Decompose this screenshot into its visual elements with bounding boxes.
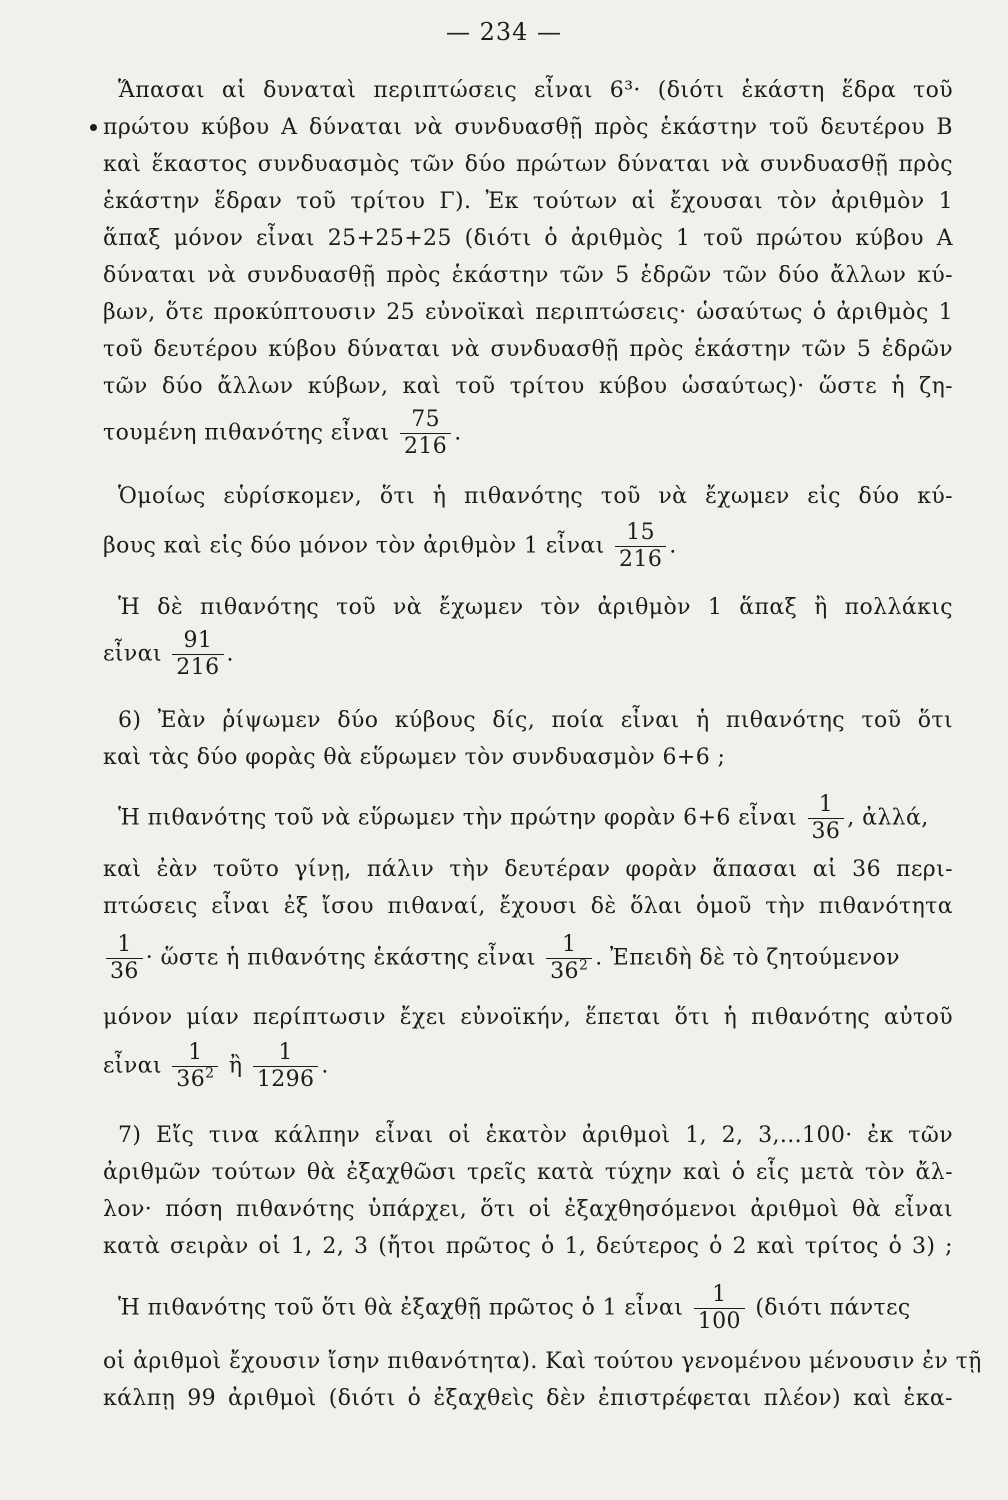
denominator (546, 958, 592, 985)
fraction-line (118, 792, 953, 845)
text-line: πρώτου κύβου Α δύναται νὰ συνδυασθῇ πρὸς ἑκάστην τοῦ δευτέρου Β (103, 115, 953, 140)
text-line: καὶ τὰς δύο φορὰς θὰ εὕρωμεν τὸν συνδυασμὸν 6+6 ; (103, 745, 726, 770)
numerator: 1 (117, 932, 132, 957)
denominator: 36 (106, 958, 143, 985)
fraction-line (103, 1040, 953, 1093)
fraction (546, 932, 592, 985)
text-line: οἱ ἀριθμοὶ ἔχουσιν ἴσην πιθανότητα). Καὶ τούτου γενομένου μένουσιν ἐν τῇ (103, 1349, 982, 1374)
line-text: βους καὶ εἰς δύο μόνον τὸν ἀριθμὸν 1 εἶναι (103, 533, 605, 559)
denominator-base: 36 (550, 959, 579, 984)
line-text: Ἡ πιθανότης τοῦ ὅτι θὰ ἐξαχθῇ πρῶτος ὁ 1 εἶναι (118, 1295, 684, 1321)
text-line: 6) Ἐὰν ῥίψωμεν δύο κύβους δίς, ποία εἶναι ἡ πιθανότης τοῦ ὅτι (118, 708, 953, 733)
denominator: 36 (808, 818, 845, 845)
line-text: . Ἐπειδὴ δὲ τὸ ζητούμενον (595, 945, 900, 971)
fraction (808, 792, 845, 845)
fraction (253, 1040, 319, 1093)
page-number: — 234 — (445, 18, 563, 46)
text-line: ἅπαξ μόνον εἶναι 25+25+25 (διότι ὁ ἀριθμὸς 1 τοῦ πρώτου κύβου Α (103, 226, 953, 251)
denominator: 1296 (253, 1066, 319, 1093)
numerator: 1 (818, 792, 834, 817)
line-text: τουμένη πιθανότης εἶναι (103, 420, 390, 446)
punctuation: . (226, 641, 234, 667)
fraction (172, 628, 223, 681)
fraction (400, 407, 451, 460)
denominator-base: 36 (176, 1067, 206, 1092)
line-text: εἶναι (103, 1053, 162, 1079)
line-text: ἢ (228, 1053, 243, 1079)
fraction-line (103, 628, 953, 681)
numerator: 1 (561, 932, 577, 957)
punctuation: . (321, 1053, 329, 1079)
text-line: καὶ ἐὰν τοῦτο γίνῃ, πάλιν τὴν δευτέραν φορὰν ἅπασαι αἱ 36 περι- (103, 857, 953, 882)
exponent: 2 (578, 957, 589, 974)
numerator: 75 (411, 407, 440, 432)
numerator: 91 (183, 628, 213, 653)
line-text: (διότι πάντες (755, 1295, 911, 1321)
text-line: Ὁμοίως εὑρίσκομεν, ὅτι ἡ πιθανότης τοῦ νὰ ἔχωμεν εἰς δύο κύ- (118, 484, 953, 509)
text-line: τοῦ δευτέρου κύβου δύναται νὰ συνδυασθῇ πρὸς ἑκάστην τῶν 5 ἑδρῶν (103, 337, 953, 362)
text-line: Ἡ δὲ πιθανότης τοῦ νὰ ἔχωμεν τὸν ἀριθμὸν 1 ἅπαξ ἢ πολλάκις (118, 595, 953, 620)
fraction (172, 1040, 218, 1093)
line-text: , ἀλλά, (847, 805, 929, 831)
denominator (172, 1066, 218, 1093)
ink-dot (90, 124, 97, 131)
text-line: κατὰ σειρὰν οἱ 1, 2, 3 (ἤτοι πρῶτος ὁ 1, δεύτερος ὁ 2 καὶ τρίτος ὁ 3) ; (103, 1234, 953, 1259)
text-line: βων, ὅτε προκύπτουσιν 25 εὐνοϊκαὶ περιπτώσεις· ὡσαύτως ὁ ἀριθμὸς 1 (103, 300, 953, 325)
denominator: 100 (694, 1308, 745, 1335)
fraction-line (103, 520, 953, 573)
text-line: δύναται νὰ συνδυασθῇ πρὸς ἑκάστην τῶν 5 ἑδρῶν τῶν δύο ἄλλων κύ- (103, 263, 953, 288)
text-line: καὶ ἕκαστος συνδυασμὸς τῶν δύο πρώτων δύναται νὰ συνδυασθῇ πρὸς (103, 152, 953, 177)
line-text: Ἡ πιθανότης τοῦ νὰ εὕρωμεν τὴν πρώτην φορὰν 6+6 εἶναι (118, 805, 798, 831)
fraction (106, 932, 143, 985)
text-line: πτώσεις εἶναι ἐξ ἴσου πιθαναί, ἔχουσι δὲ ὅλαι ὁμοῦ τὴν πιθανότητα (103, 894, 953, 919)
exponent: 2 (205, 1065, 215, 1082)
fraction (615, 520, 666, 573)
text-line: Ἅπασαι αἱ δυναταὶ περιπτώσεις εἶναι 6³· (διότι ἑκάστη ἕδρα τοῦ (118, 78, 953, 103)
text-line: τῶν δύο ἄλλων κύβων, καὶ τοῦ τρίτου κύβου ὡσαύτως)· ὥστε ἡ ζη- (103, 374, 953, 399)
text-line: ἑκάστην ἕδραν τοῦ τρίτου Γ). Ἐκ τούτων αἱ ἔχουσαι τὸν ἀριθμὸν 1 (103, 189, 953, 214)
text-line: ἀριθμῶν τούτων θὰ ἐξαχθῶσι τρεῖς κατὰ τύχην καὶ ὁ εἷς μετὰ τὸν ἄλ- (103, 1160, 953, 1185)
denominator: 216 (172, 654, 223, 681)
fraction-line (103, 407, 953, 460)
denominator: 216 (400, 433, 451, 460)
denominator: 216 (615, 546, 666, 573)
line-text: εἶναι (103, 641, 162, 667)
numerator: 1 (278, 1040, 293, 1065)
text-line: κάλπῃ 99 ἀριθμοὶ (διότι ὁ ἐξαχθεὶς δὲν ἐπιστρέφεται πλέον) καὶ ἑκα- (103, 1386, 953, 1411)
punctuation: . (669, 533, 677, 559)
fraction-line (118, 1282, 953, 1335)
line-text: · ὥστε ἡ πιθανότης ἑκάστης εἶναι (145, 945, 536, 971)
text-line: λον· πόση πιθανότης ὑπάρχει, ὅτι οἱ ἐξαχθησόμενοι ἀριθμοὶ θὰ εἶναι (103, 1197, 953, 1222)
fraction-line (103, 932, 953, 985)
numerator: 1 (712, 1282, 727, 1307)
numerator: 1 (188, 1040, 203, 1065)
text-line: μόνον μίαν περίπτωσιν ἔχει εὐνοϊκήν, ἕπεται ὅτι ἡ πιθανότης αὐτοῦ (103, 1005, 953, 1030)
numerator: 15 (626, 520, 656, 545)
fraction (694, 1282, 745, 1335)
punctuation: . (454, 420, 462, 446)
text-line: 7) Εἴς τινα κάλπην εἶναι οἱ ἑκατὸν ἀριθμοὶ 1, 2, 3,...100· ἐκ τῶν (118, 1123, 953, 1148)
